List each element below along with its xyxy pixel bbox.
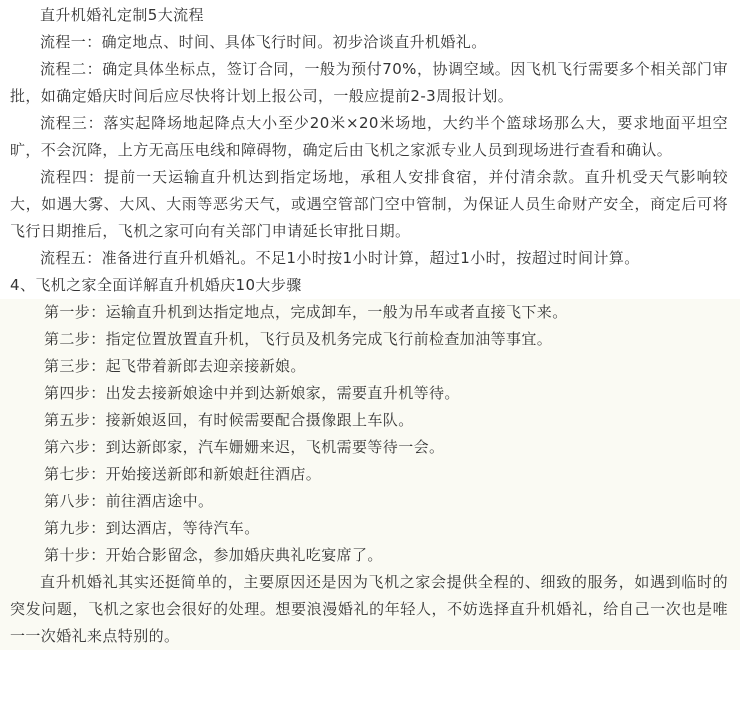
step-item-2: 第二步：指定位置放置直升机，飞行员及机务完成飞行前检查加油等事宜。 (44, 330, 553, 348)
process-step-3: 流程三：落实起降场地起降点大小至少20米×20米场地，大约半个篮球场那么大，要求地面平坦空旷，不会沉降，上方无高压电线和障碍物，确定后由飞机之家派专业人员到现场进行查看和确认。 (10, 114, 728, 159)
step-item-1: 第一步：运输直升机到达指定地点，完成卸车，一般为吊车或者直接飞下来。 (44, 303, 568, 321)
conclusion-paragraph: 直升机婚礼其实还挺简单的，主要原因还是因为飞机之家会提供全程的、细致的服务，如遇到临时的突发问题，飞机之家也会很好的处理。想要浪漫婚礼的年轻人，不妨选择直升机婚礼，给自己一次也是唯一一次婚礼来点特别的。 (10, 573, 728, 645)
step-item-4: 第四步：出发去接新娘途中并到达新娘家，需要直升机等待。 (44, 384, 460, 402)
process-step-2: 流程二：确定具体坐标点，签订合同，一般为预付70%，协调空域。因飞机飞行需要多个相关部门审批，如确定婚庆时间后应尽快将计划上报公司，一般应提前2-3周报计划。 (10, 60, 728, 105)
step-item-9: 第九步：到达酒店，等待汽车。 (44, 519, 260, 537)
steps-section (0, 299, 740, 650)
process-step-4: 流程四：提前一天运输直升机达到指定场地，承租人安排食宿，并付清余款。直升机受天气影响较大，如遇大雾、大风、大雨等恶劣天气，或遇空管部门空中管制，为保证人员生命财产安全，商定后可将飞行日期推后，飞机之家可向有关部门申请延长审批日期。 (10, 168, 728, 240)
process-section (10, 2, 728, 299)
step-item-3: 第三步：起飞带着新郎去迎亲接新娘。 (44, 357, 306, 375)
section-title: 直升机婚礼定制5大流程 (40, 6, 204, 24)
step-item-8: 第八步：前往酒店途中。 (44, 492, 214, 510)
section-4-heading: 4、飞机之家全面详解直升机婚庆10大步骤 (10, 276, 302, 294)
step-item-7: 第七步：开始接送新郎和新娘赶往酒店。 (44, 465, 322, 483)
process-step-5: 流程五：准备进行直升机婚礼。不足1小时按1小时计算，超过1小时，按超过时间计算。 (40, 249, 640, 267)
step-item-10: 第十步：开始合影留念，参加婚庆典礼吃宴席了。 (44, 546, 383, 564)
step-item-6: 第六步：到达新郎家，汽车姗姗来迟，飞机需要等待一会。 (44, 438, 445, 456)
process-step-1: 流程一：确定地点、时间、具体飞行时间。初步洽谈直升机婚礼。 (40, 33, 487, 51)
step-item-5: 第五步：接新娘返回，有时候需要配合摄像跟上车队。 (44, 411, 414, 429)
